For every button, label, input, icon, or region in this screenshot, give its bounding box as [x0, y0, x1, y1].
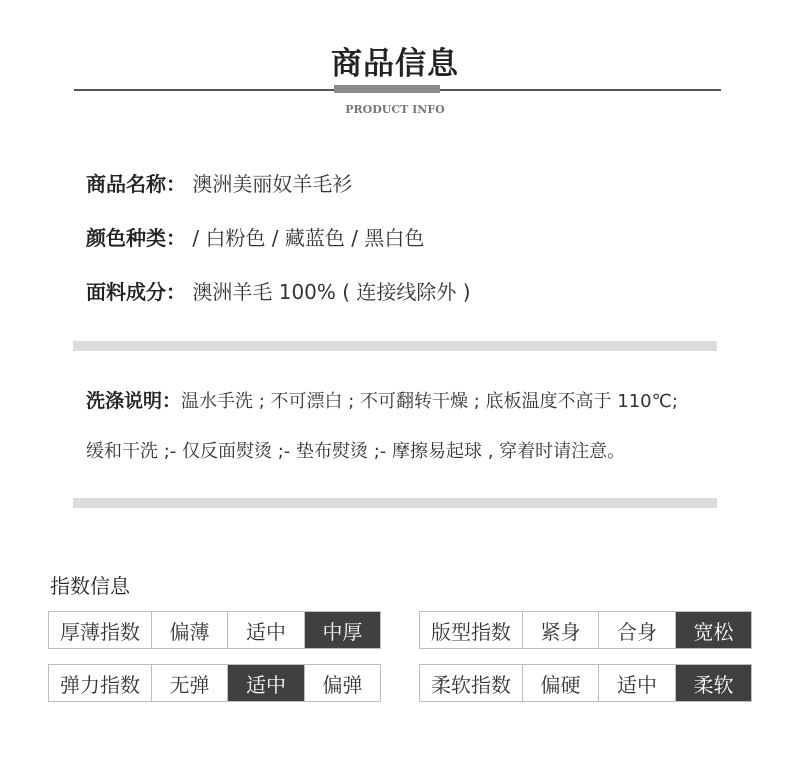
- page-subtitle: PRODUCT INFO: [345, 103, 445, 116]
- index-option-selected: 中厚: [304, 612, 380, 648]
- wash-instructions-line1: [86, 386, 678, 413]
- index-option: 偏硬: [522, 665, 598, 701]
- index-option: 适中: [598, 665, 675, 701]
- info-row-colors: [86, 222, 424, 251]
- wash-instructions-line2: 缓和干洗 ;- 仅反面熨烫 ;- 垫布熨烫 ;- 摩擦易起球 , 穿着时请注意。: [86, 441, 626, 462]
- info-row-fabric: [86, 276, 471, 305]
- index-option: 偏薄: [151, 612, 227, 648]
- index-option: 合身: [598, 612, 675, 648]
- index-name: 柔软指数: [431, 672, 511, 697]
- info-value: / 白粉色 / 藏蓝色 / 黑白色: [186, 226, 425, 250]
- section-divider: [73, 341, 717, 351]
- title-accent-bar: [334, 85, 440, 93]
- info-label: 面料成分：: [86, 280, 186, 304]
- index-option: 偏弹: [304, 665, 380, 701]
- elasticity-index-table: [48, 664, 381, 702]
- index-option: 无弹: [151, 665, 227, 701]
- softness-index-table: [419, 664, 752, 702]
- index-section-title: 指数信息: [50, 574, 130, 598]
- index-name: 厚薄指数: [60, 619, 140, 644]
- index-option-selected: 适中: [227, 665, 304, 701]
- info-value: 澳洲美丽奴羊毛衫: [186, 172, 353, 196]
- index-name: 弹力指数: [60, 672, 140, 697]
- info-label: 商品名称：: [86, 172, 186, 196]
- wash-text: 温水手洗 ; 不可漂白 ; 不可翻转干燥 ; 底板温度不高于 110℃;: [181, 391, 678, 412]
- info-value: 澳洲羊毛 100% ( 连接线除外 ): [186, 280, 471, 304]
- wash-label: 洗涤说明：: [86, 390, 182, 412]
- section-divider: [73, 498, 717, 508]
- index-option: 适中: [227, 612, 304, 648]
- index-option-selected: 柔软: [675, 665, 751, 701]
- index-name: 版型指数: [431, 619, 511, 644]
- index-option-selected: 宽松: [675, 612, 751, 648]
- info-label: 颜色种类：: [86, 226, 186, 250]
- fit-index-table: [419, 611, 752, 649]
- thickness-index-table: [48, 611, 381, 649]
- index-option: 紧身: [522, 612, 598, 648]
- info-row-product-name: [86, 168, 352, 197]
- page-title: 商品信息: [331, 46, 459, 82]
